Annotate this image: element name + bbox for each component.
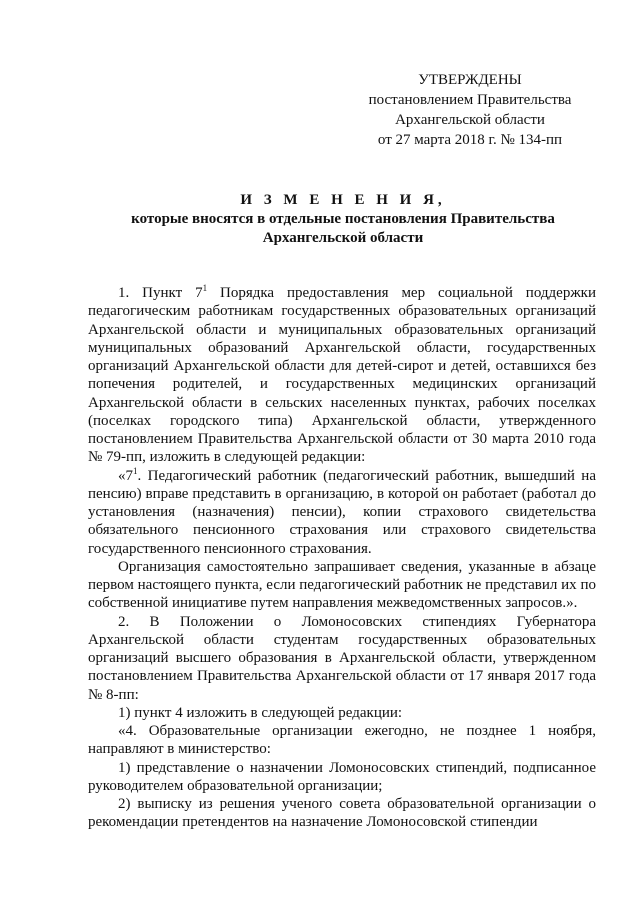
document-subtitle: Архангельской области xyxy=(262,230,424,246)
approval-line: Архангельской области xyxy=(395,112,545,128)
superscript: 1 xyxy=(133,465,138,476)
approval-line: постановлением Правительства xyxy=(368,92,572,108)
approval-date: от 27 марта 2018 г. № 134-пп xyxy=(377,132,563,148)
paragraph: «4. Образовательные организации ежегодно, не позднее 1 ноября, направляют в министерство: xyxy=(88,723,596,758)
document-title: И З М Е Н Е Н И Я, xyxy=(240,192,446,208)
approval-title: УТВЕРЖДЕНЫ xyxy=(418,72,522,88)
paragraph: 1) пункт 4 изложить в следующей редакции: xyxy=(118,704,403,721)
paragraph-text: «7 xyxy=(118,467,133,484)
paragraph-text: 1. Пункт 7 xyxy=(118,285,203,301)
paragraph-text: Порядка предоставления мер социальной поддержки педагогическим работникам государственных образовательных организаций Архангельской области и муниципальных образовательных организаций муниципальных образований Архангельской области, государственных организаций Архангельской области для детей-сирот и детей, оставшихся без попечения родителей, и государственных медицинских организаций Архангельской области в сельских населенных пунктах, рабочих поселках (поселках городского типа) Архангельской области, утвержденного постановлением Правительства Архангельской области от 30 марта 2010 года № 79-пп, изложить в следующей редакции: xyxy=(88,285,596,466)
paragraph: Организация самостоятельно запрашивает сведения, указанные в абзаце первом настоящего пункта, если педагогический работник не представил их по собственной инициативе путем направления межведомственных запросов.». xyxy=(88,558,596,612)
paragraph xyxy=(88,467,596,558)
approval-block xyxy=(360,70,580,150)
paragraph: 2) выписку из решения ученого совета образовательной организации о рекомендации претендентов на назначение Ломоносовской стипендии xyxy=(88,796,596,831)
paragraph-text: . Педагогический работник (педагогический работник, вышедший на пенсию) вправе представить в организацию, в которой он работает (работал до установления (назначения) пенсии), копии страхового свидетельства обязательного пенсионного страхования или страхового свидетельства государственного пенсионного страхования. xyxy=(88,467,596,557)
document-heading xyxy=(90,191,596,248)
document-body xyxy=(88,284,596,832)
paragraph: 1) представление о назначении Ломоносовских стипендий, подписанное руководителем образовательной организации; xyxy=(88,759,596,794)
superscript: 1 xyxy=(202,283,208,293)
paragraph: 2. В Положении о Ломоносовских стипендиях Губернатора Архангельской области студентам государственных образовательных организаций высшего образования в Архангельской области, утвержденном постановлением Правительства Архангельской области от 17 января 2017 года № 8-пп: xyxy=(88,613,596,703)
paragraph xyxy=(88,284,596,467)
document-subtitle: которые вносятся в отдельные постановления Правительства xyxy=(131,211,555,227)
